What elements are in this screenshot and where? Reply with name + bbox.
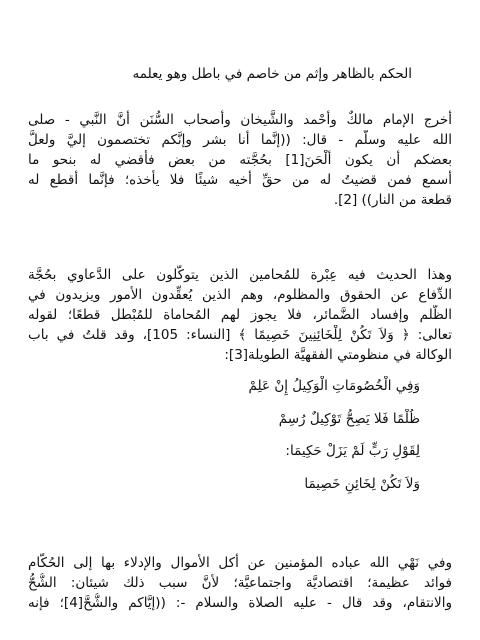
paragraph-line: والانتقام، وقد قال - عليه الصلاة والسلام -: ((إيَّاكم والشُّحَّ[4]؛ فإنه — [28, 595, 452, 611]
paragraph-line: الوكالة في منظومتي الفقهيَّة الطويلة[3]: — [224, 347, 452, 363]
paragraph-line: تعالى: ﴿ وَلاَ تَكُنْ لِلْخَائِنِينَ خَصِيمًا ﴾ [النساء: 105]، وقد قلتُ في باب — [28, 327, 452, 343]
paragraph-line: وفي نَهْي الله عباده المؤمنين عن أكل الأموال والإدلاء بها إلى الحُكَّام — [28, 555, 452, 571]
paragraph-line: بعضكم أن يكون ألْحَنَ[1] بحُجَّته من بعض فأقضي له بنحو ما — [28, 152, 452, 168]
verse-line: وَفِي الْخُصُومَاتِ الْوَكِيلُ إِنْ عَلِمْ — [248, 378, 420, 394]
verse-line: ظُلْمًا فَلا يَصِحُّ تَوْكِيلٌ رُسِمْ — [278, 411, 420, 427]
paragraph-line: الظُّلم وإفساد الضَّمائر، فلا يجوز لهم المُحاماة للمُبْطل قطعًا؛ لقوله — [28, 307, 452, 323]
paragraph-line: فوائد عظيمة؛ اقتصاديَّة واجتماعيَّة؛ لأنَّ سبب ذلك شيئان: الشُّحُّ — [28, 575, 452, 591]
paragraph-line: أخرج الإمام مالكٌ وأحْمد والشَّيخان وأصحاب السُّنَن أنَّ النَّبي - صلى — [28, 112, 452, 128]
verse-line: وَلاَ تَكُنْ لِخَائِنٍ خَصِيمَا — [304, 476, 420, 492]
paragraph-line: وهذا الحديث فيه عِبْرة للمُحامين الذين يتوكَّلون على الدَّعاوي بحُجَّة — [28, 267, 452, 283]
paragraph-line: أسمع فمن قضيتُ له من حقِّ أخيه شيئًا فلا يأخذه؛ فإنَّما أقطع له — [28, 172, 452, 188]
paragraph-line: الله عليه وسلَّم - قال: ((إنَّما أنا بشر وإنَّكم تختصمون إليَّ ولعلَّ — [28, 132, 452, 148]
paragraph-line: الدِّفاع عن الحقوق والمظلوم، وهم الذين يُعقِّدون الأمور ويزيدون في — [28, 287, 452, 303]
verse-line: لِقَوْلِ رَبٍّ لَمْ يَزَلْ حَكِيمَا: — [285, 443, 420, 459]
paragraph-line: قطعة من النار)) [2]. — [333, 192, 452, 208]
section-heading: الحكم بالظاهر وإثم من خاصم في باطل وهو يعلمه — [132, 66, 412, 82]
